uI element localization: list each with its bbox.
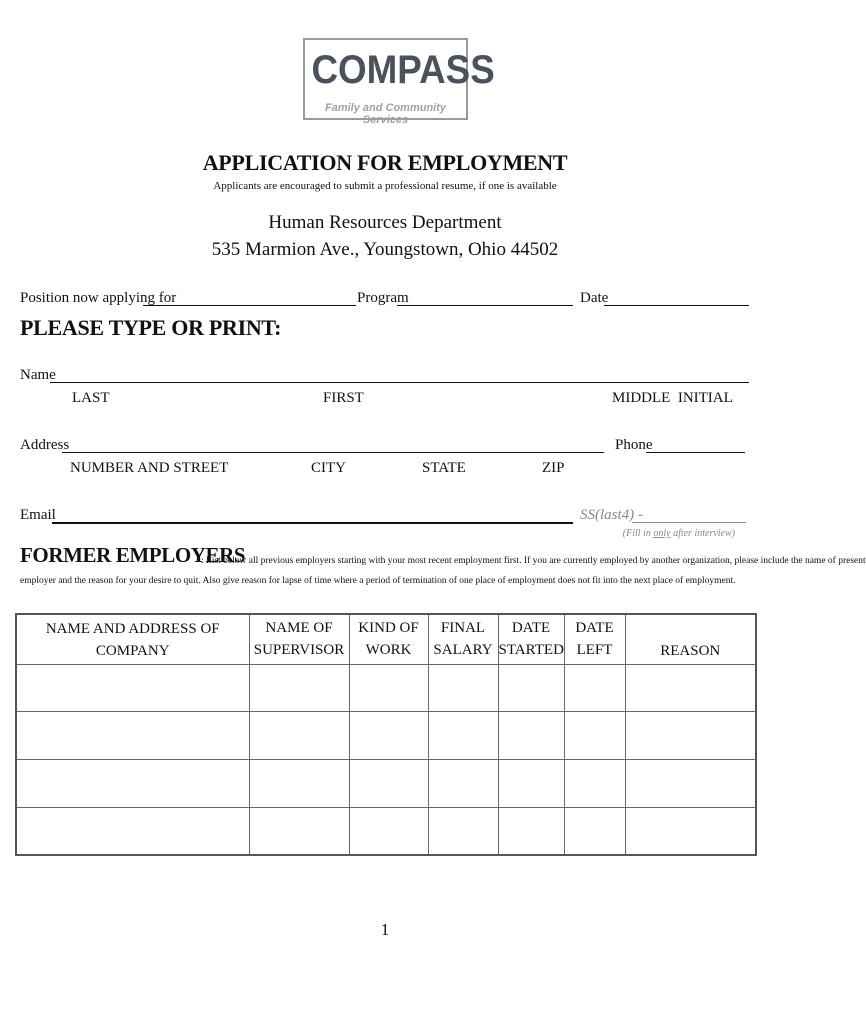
table-cell[interactable]	[349, 760, 428, 808]
please-type-heading: PLEASE TYPE OR PRINT:	[20, 315, 282, 340]
former-employers-heading: FORMER EMPLOYERS	[20, 543, 246, 567]
logo-wordmark: COMPASS	[311, 48, 495, 92]
page-number: 1	[380, 920, 390, 939]
former-employers-instructions-2: employer and the reason for your desire to quit. Also give reason for lapse of time where a period of termination of one place of employment does not fit into the next place of employment.	[20, 576, 736, 586]
table-cell[interactable]	[564, 807, 625, 855]
logo-tagline: Family and Community Services	[324, 102, 447, 126]
position-label: Position now applying for	[20, 290, 177, 306]
address-sub-city: CITY	[311, 460, 346, 476]
address-sub-street: NUMBER AND STREET	[70, 460, 229, 476]
table-cell[interactable]	[498, 712, 564, 760]
col-kind-of-work: KIND OF WORK	[349, 614, 428, 664]
phone-field[interactable]	[646, 452, 745, 453]
former-employers-table	[15, 613, 757, 856]
name-sub-middle-initial: MIDDLE INITIAL	[612, 390, 733, 406]
table-cell[interactable]	[16, 664, 249, 712]
name-label: Name	[20, 367, 56, 383]
table-row	[16, 760, 756, 808]
table-cell[interactable]	[625, 712, 756, 760]
department-address: 535 Marmion Ave., Youngstown, Ohio 44502	[211, 239, 559, 260]
name-sub-last: LAST	[72, 390, 110, 406]
col-supervisor: NAME OF SUPERVISOR	[249, 614, 349, 664]
col-company: NAME AND ADDRESS OF COMPANY	[16, 614, 249, 664]
table-cell[interactable]	[249, 712, 349, 760]
table-cell[interactable]	[16, 807, 249, 855]
table-cell[interactable]	[564, 760, 625, 808]
col-reason: REASON	[625, 614, 756, 664]
address-sub-zip: ZIP	[542, 460, 565, 476]
table-cell[interactable]	[249, 807, 349, 855]
form-subtitle: Applicants are encouraged to submit a professional resume, if one is available	[213, 180, 557, 192]
table-cell[interactable]	[498, 807, 564, 855]
address-sub-state: STATE	[422, 460, 466, 476]
table-row	[16, 664, 756, 712]
table-cell[interactable]	[349, 712, 428, 760]
department-name: Human Resources Department	[268, 212, 502, 233]
ss-field[interactable]	[632, 522, 746, 523]
form-title: APPLICATION FOR EMPLOYMENT	[202, 150, 568, 175]
program-label: Program	[357, 290, 409, 306]
address-label: Address	[20, 437, 70, 453]
table-cell[interactable]	[16, 760, 249, 808]
table-row	[16, 712, 756, 760]
table-cell[interactable]	[428, 664, 498, 712]
table-header-row	[16, 614, 756, 664]
table-cell[interactable]	[249, 760, 349, 808]
table-row	[16, 807, 756, 855]
table-cell[interactable]	[349, 664, 428, 712]
table-cell[interactable]	[16, 712, 249, 760]
table-cell[interactable]	[349, 807, 428, 855]
col-date-started: DATE STARTED	[498, 614, 564, 664]
name-field[interactable]	[50, 382, 749, 383]
table-cell[interactable]	[428, 712, 498, 760]
table-cell[interactable]	[625, 807, 756, 855]
table-cell[interactable]	[564, 664, 625, 712]
email-field[interactable]	[52, 522, 573, 524]
table-cell[interactable]	[498, 760, 564, 808]
address-field[interactable]	[62, 452, 604, 453]
date-field[interactable]	[604, 305, 749, 306]
table-cell[interactable]	[498, 664, 564, 712]
col-date-left: DATE LEFT	[564, 614, 625, 664]
ss-label: SS(last4) -	[580, 507, 643, 523]
phone-label: Phone	[615, 437, 653, 453]
table-cell[interactable]	[428, 807, 498, 855]
ss-note: (Fill in only after interview)	[622, 528, 735, 539]
company-logo	[303, 38, 495, 126]
table-cell[interactable]	[564, 712, 625, 760]
table-cell[interactable]	[625, 760, 756, 808]
email-label: Email	[20, 507, 56, 523]
col-final-salary: FINAL SALARY	[428, 614, 498, 664]
table-cell[interactable]	[428, 760, 498, 808]
program-field[interactable]	[397, 305, 573, 306]
table-cell[interactable]	[249, 664, 349, 712]
date-label: Date	[580, 290, 609, 306]
name-sub-first: FIRST	[323, 390, 364, 406]
position-field[interactable]	[143, 305, 356, 306]
former-employers-instructions-1: : List below all previous employers starting with your most recent employment first. If you are currently employed by another organization, please include the name of present	[201, 556, 866, 566]
table-cell[interactable]	[625, 664, 756, 712]
